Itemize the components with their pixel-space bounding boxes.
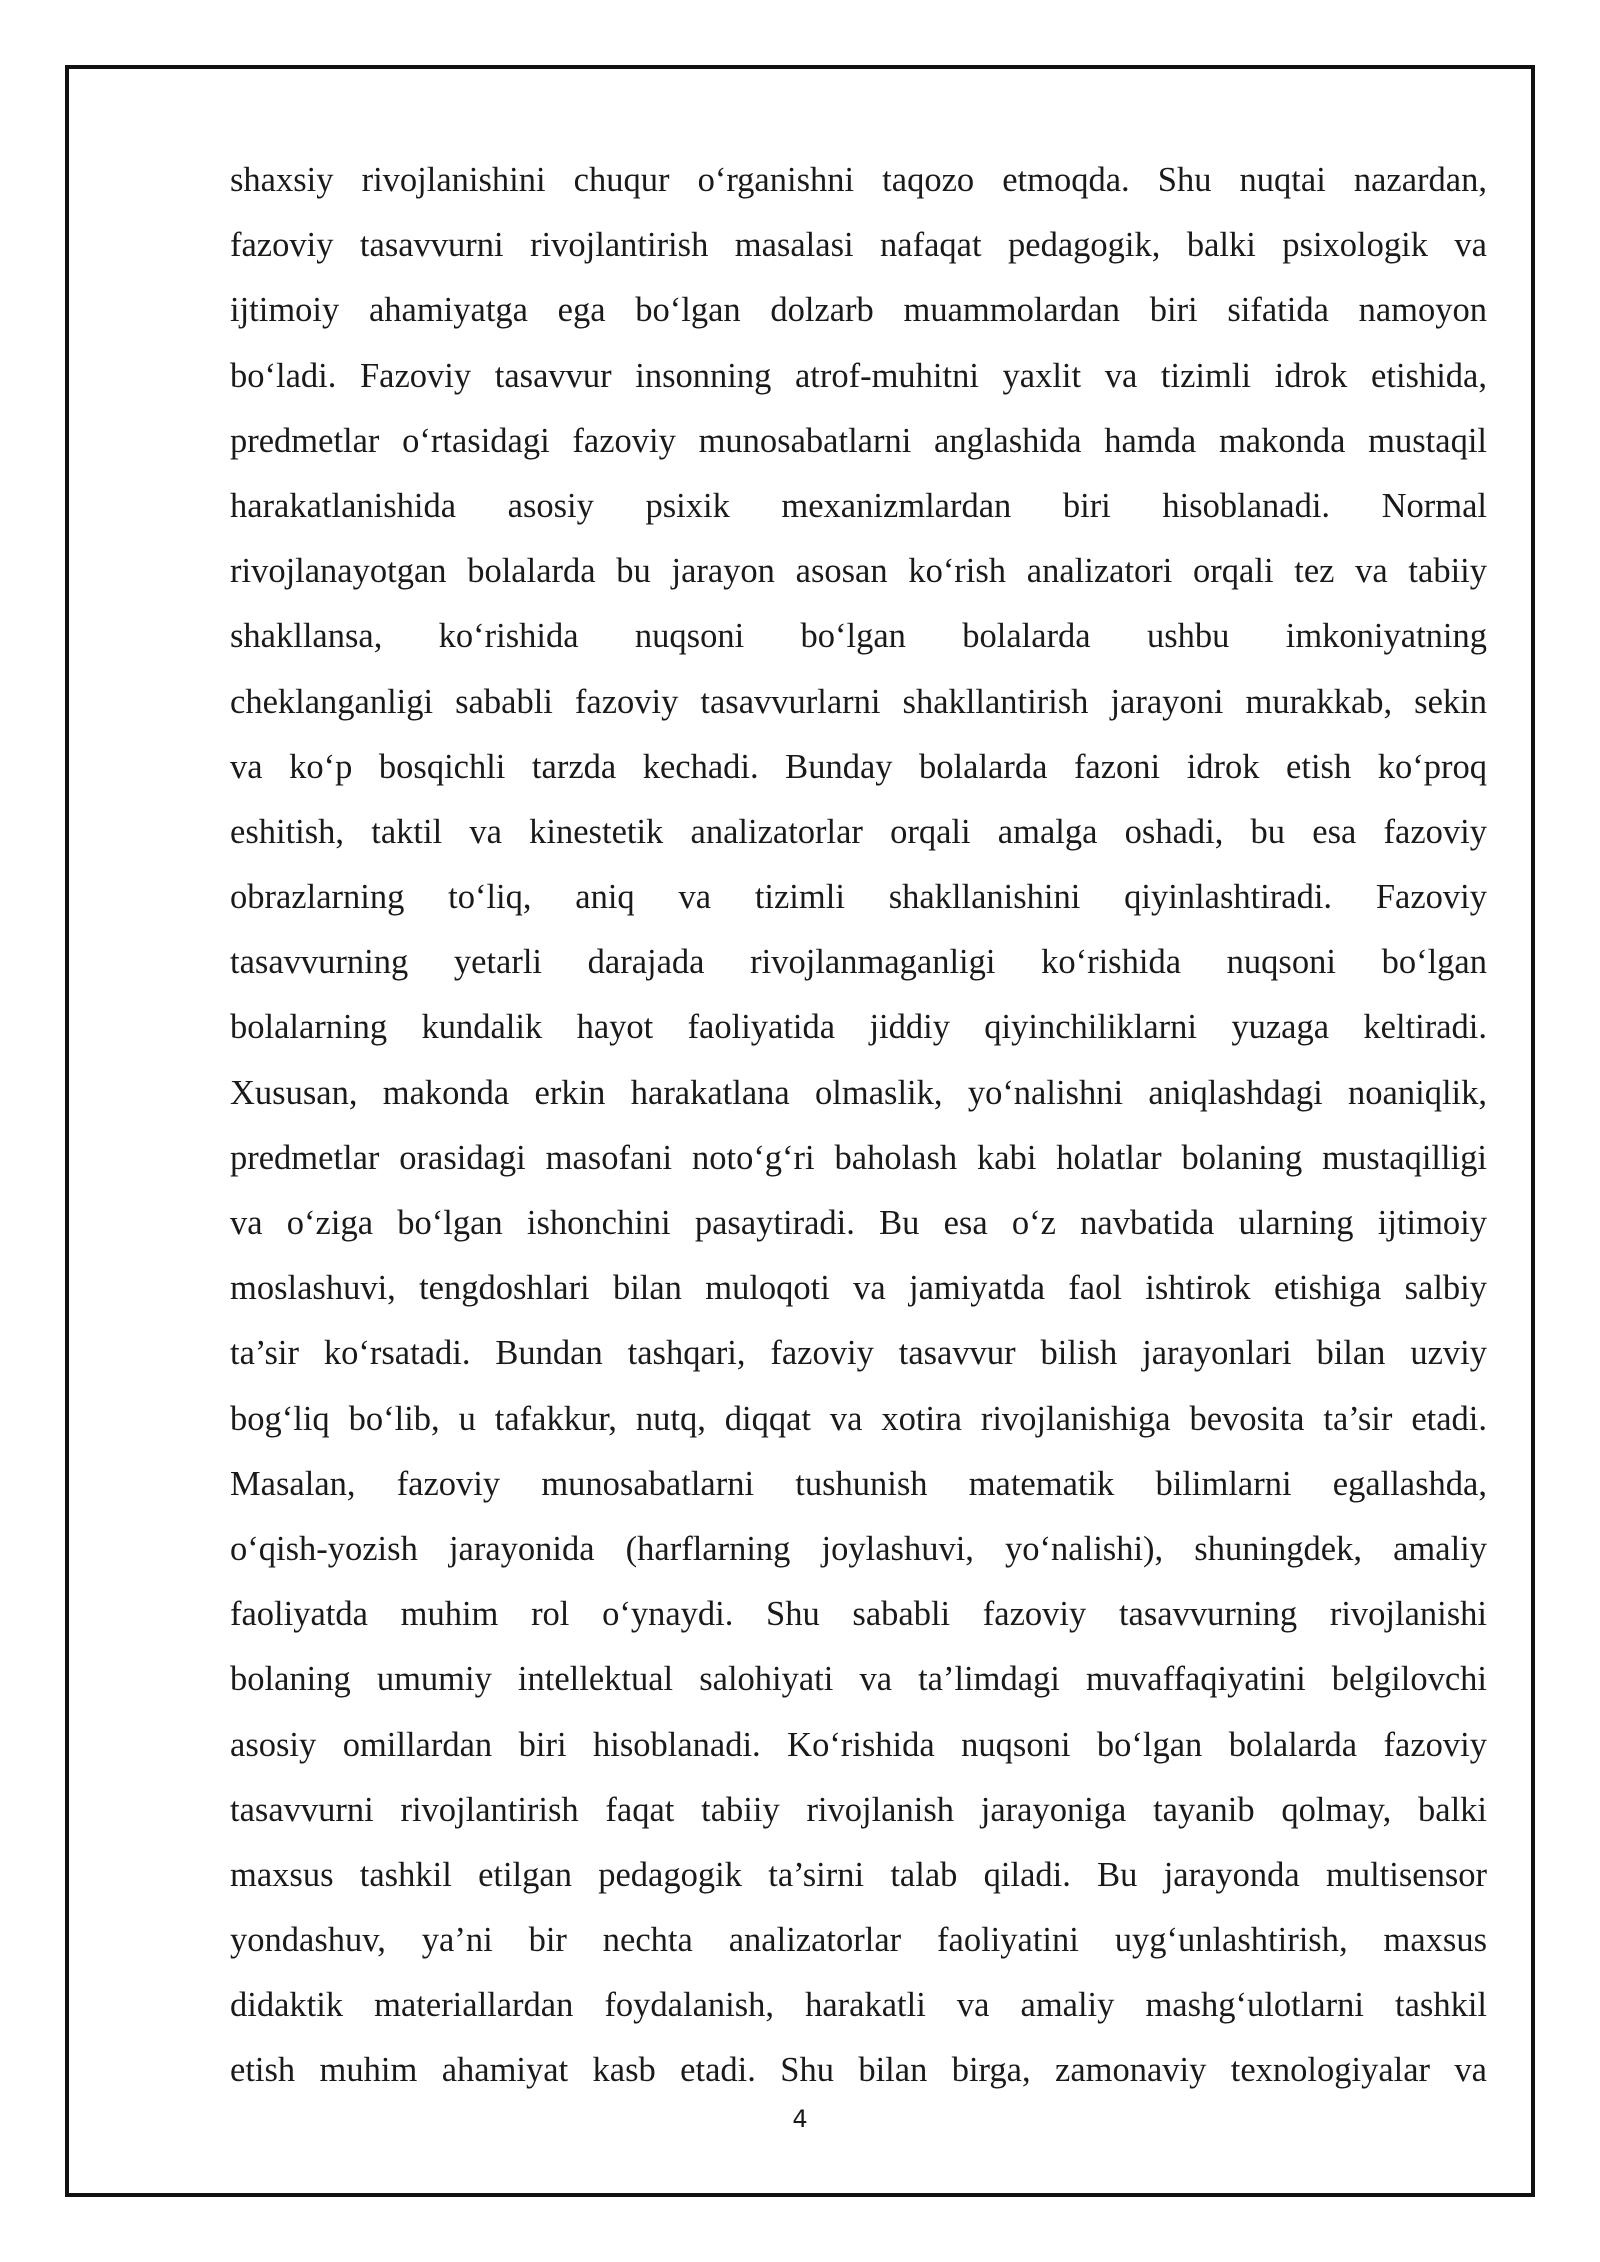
text-line: cheklanganligi sababli fazoviy tasavvurlarni shakllantirish jarayoni murakkab, sekin — [230, 682, 1487, 721]
text-line: predmetlar orasidagi masofani noto‘g‘ri baholash kabi holatlar bolaning mustaqilligi — [230, 1138, 1487, 1177]
text-line: bolaning umumiy intellektual salohiyati va ta’limdagi muvaffaqiyatini belgilovchi — [230, 1660, 1487, 1699]
text-line: moslashuvi, tengdoshlari bilan muloqoti va jamiyatda faol ishtirok etishiga salbiy — [230, 1269, 1487, 1308]
text-line: shakllansa, ko‘rishida nuqsoni bo‘lgan bolalarda ushbu imkoniyatning — [230, 617, 1487, 656]
text-line: asosiy omillardan biri hisoblanadi. Ko‘rishida nuqsoni bo‘lgan bolalarda fazoviy — [230, 1725, 1487, 1764]
text-line: etish muhim ahamiyat kasb etadi. Shu bilan birga, zamonaviy texnologiyalar va — [230, 2051, 1487, 2090]
text-line: faoliyatda muhim rol o‘ynaydi. Shu sababli fazoviy tasavvurning rivojlanishi — [230, 1595, 1487, 1634]
text-line: maxsus tashkil etilgan pedagogik ta’sirni talab qiladi. Bu jarayonda multisensor — [230, 1855, 1487, 1894]
text-line: shaxsiy rivojlanishini chuqur o‘rganishni taqozo etmoqda. Shu nuqtai nazardan, — [230, 161, 1487, 199]
text-line: eshitish, taktil va kinestetik analizatorlar orqali amalga oshadi, bu esa fazoviy — [230, 812, 1487, 851]
text-line: tasavvurning yetarli darajada rivojlanmaganligi ko‘rishida nuqsoni bo‘lgan — [230, 943, 1487, 982]
page-number: 4 — [792, 2105, 808, 2133]
text-line: Xususan, makonda erkin harakatlana olmaslik, yo‘nalishni aniqlashdagi noaniqlik, — [230, 1073, 1487, 1112]
body-paragraph — [230, 148, 1487, 2104]
text-line: va ko‘p bosqichli tarzda kechadi. Bunday bolalarda fazoni idrok etish ko‘proq — [230, 747, 1487, 786]
text-line: ta’sir ko‘rsatadi. Bundan tashqari, fazoviy tasavvur bilish jarayonlari bilan uzviy — [230, 1334, 1487, 1373]
text-line: didaktik materiallardan foydalanish, harakatli va amaliy mashg‘ulotlarni tashkil — [230, 1986, 1487, 2025]
text-line: obrazlarning to‘liq, aniq va tizimli shakllanishini qiyinlashtiradi. Fazoviy — [230, 878, 1487, 917]
text-line: bog‘liq bo‘lib, u tafakkur, nutq, diqqat va xotira rivojlanishiga bevosita ta’sir etadi. — [230, 1399, 1487, 1438]
text-line: harakatlanishida asosiy psixik mexanizmlardan biri hisoblanadi. Normal — [230, 486, 1487, 525]
text-line: bolalarning kundalik hayot faoliyatida jiddiy qiyinchiliklarni yuzaga keltiradi. — [230, 1008, 1487, 1047]
text-line: fazoviy tasavvurni rivojlantirish masalasi nafaqat pedagogik, balki psixologik va — [230, 226, 1487, 265]
text-line: rivojlanayotgan bolalarda bu jarayon asosan ko‘rish analizatori orqali tez va tabiiy — [230, 552, 1487, 591]
text-line: yondashuv, ya’ni bir nechta analizatorlar faoliyatini uyg‘unlashtirish, maxsus — [230, 1921, 1487, 1960]
text-line: predmetlar o‘rtasidagi fazoviy munosabatlarni anglashida hamda makonda mustaqil — [230, 421, 1487, 460]
text-line: o‘qish-yozish jarayonida (harflarning joylashuvi, yo‘nalishi), shuningdek, amaliy — [230, 1529, 1487, 1568]
text-line: Masalan, fazoviy munosabatlarni tushunish matematik bilimlarni egallashda, — [230, 1464, 1487, 1503]
text-line: va o‘ziga bo‘lgan ishonchini pasaytiradi. Bu esa o‘z navbatida ularning ijtimoiy — [230, 1204, 1487, 1242]
text-line: tasavvurni rivojlantirish faqat tabiiy rivojlanish jarayoniga tayanib qolmay, balki — [230, 1790, 1487, 1829]
text-line: bo‘ladi. Fazoviy tasavvur insonning atrof-muhitni yaxlit va tizimli idrok etishida, — [230, 356, 1487, 395]
text-line: ijtimoiy ahamiyatga ega bo‘lgan dolzarb muammolardan biri sifatida namoyon — [230, 291, 1487, 330]
